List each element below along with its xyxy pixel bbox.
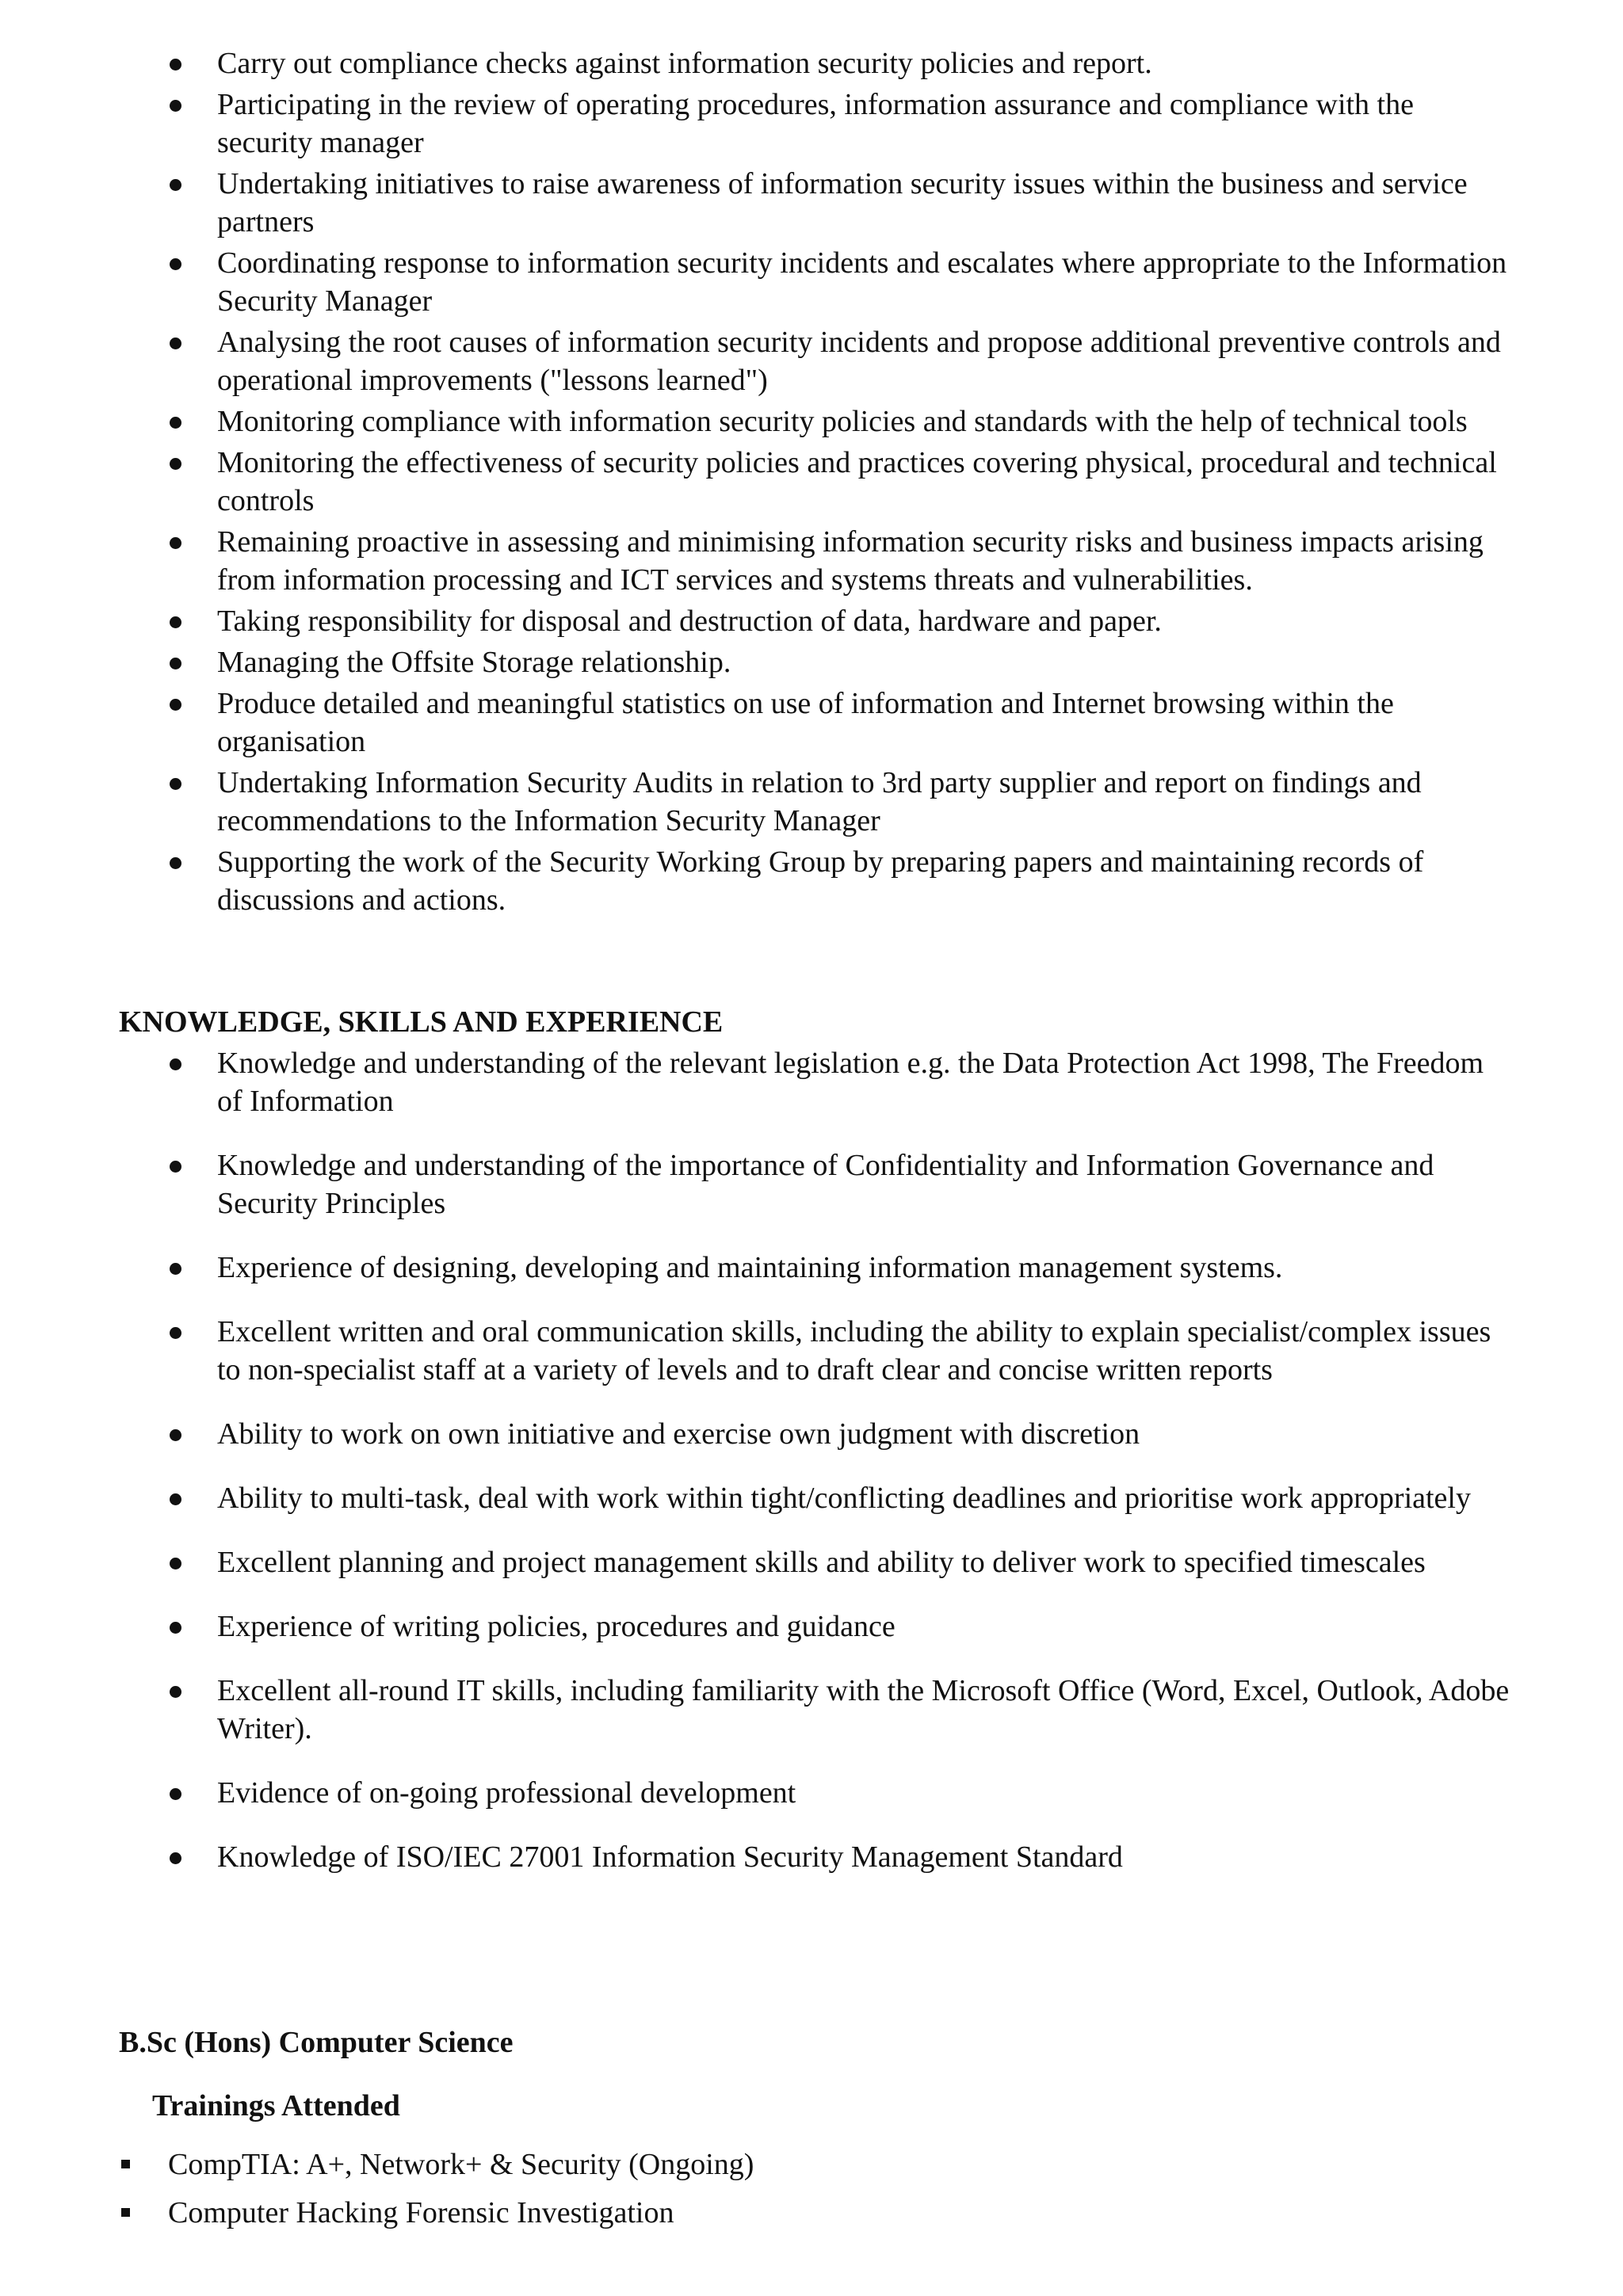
- knowledge-skills-list: [0, 1044, 1623, 1902]
- bullet-icon: [170, 778, 181, 790]
- bullet-icon: [170, 417, 181, 429]
- list-item-text: Experience of writing policies, procedures and guidance: [217, 1610, 896, 1643]
- trainings-list: [0, 2145, 1623, 2242]
- list-item-text: Excellent written and oral communication skills, including the ability to explain specialist/complex issues to non-specialist staff at a variety of levels and to draft clear and concise written reports: [217, 1315, 1491, 1386]
- list-item: [0, 764, 1623, 840]
- list-item-text: Ability to multi-task, deal with work within tight/conflicting deadlines and prioritise work appropriately: [217, 1482, 1471, 1515]
- list-item-text: Undertaking Information Security Audits in relation to 3rd party supplier and report on findings and recommendations to the Information Security Manager: [217, 766, 1422, 837]
- bullet-icon: [170, 458, 181, 470]
- list-item: [0, 165, 1623, 241]
- list-item: [0, 444, 1623, 520]
- list-item-text: Computer Hacking Forensic Investigation: [168, 2196, 674, 2229]
- list-item: [0, 2145, 1623, 2183]
- bullet-icon: [170, 100, 181, 112]
- bullet-icon: [170, 1493, 181, 1505]
- list-item-text: Knowledge and understanding of the relevant legislation e.g. the Data Protection Act 1998, The Freedom of Information: [217, 1047, 1484, 1118]
- square-bullet-icon: [121, 2160, 130, 2168]
- list-item: [0, 86, 1623, 162]
- list-item-text: Managing the Offsite Storage relationship.: [217, 646, 731, 679]
- duties-list: [0, 44, 1623, 922]
- bullet-icon: [170, 1161, 181, 1173]
- list-item-text: Taking responsibility for disposal and destruction of data, hardware and paper.: [217, 605, 1162, 638]
- list-item-text: Participating in the review of operating procedures, information assurance and compliance with the security manager: [217, 88, 1414, 159]
- list-item: [0, 685, 1623, 761]
- list-item-text: Excellent planning and project management skills and ability to deliver work to specified timescales: [217, 1546, 1426, 1579]
- bullet-icon: [170, 1686, 181, 1698]
- list-item: [0, 1044, 1623, 1120]
- list-item: [0, 602, 1623, 640]
- list-item: [0, 1838, 1623, 1876]
- list-item-text: Experience of designing, developing and maintaining information management systems.: [217, 1251, 1283, 1284]
- list-item-text: Analysing the root causes of information security incidents and propose additional preventive controls and operational improvements ("lessons learned"): [217, 326, 1501, 397]
- list-item: [0, 44, 1623, 82]
- list-item-text: Produce detailed and meaningful statistics on use of information and Internet browsing within the organisation: [217, 687, 1394, 758]
- list-item: [0, 244, 1623, 320]
- list-item-text: Coordinating response to information security incidents and escalates where appropriate to the Information Security Manager: [217, 246, 1507, 318]
- bullet-icon: [170, 616, 181, 628]
- list-item: [0, 1313, 1623, 1389]
- list-item: [0, 1479, 1623, 1517]
- list-item: [0, 323, 1623, 399]
- list-item-text: Excellent all-round IT skills, including familiarity with the Microsoft Office (Word, Excel, Outlook, Adobe Writer).: [217, 1674, 1510, 1745]
- list-item-text: Remaining proactive in assessing and minimising information security risks and business impacts arising from information processing and ICT services and systems threats and vulnerabilities.: [217, 525, 1484, 597]
- knowledge-skills-heading: KNOWLEDGE, SKILLS AND EXPERIENCE: [119, 1005, 724, 1039]
- list-item: [0, 1415, 1623, 1453]
- list-item: [0, 1672, 1623, 1748]
- list-item-text: Knowledge and understanding of the importance of Confidentiality and Information Governance and Security Principles: [217, 1149, 1434, 1220]
- bullet-icon: [170, 179, 181, 191]
- bullet-icon: [170, 258, 181, 270]
- bullet-icon: [170, 857, 181, 869]
- degree-heading: B.Sc (Hons) Computer Science: [119, 2026, 514, 2059]
- bullet-icon: [170, 1327, 181, 1339]
- list-item-text: Carry out compliance checks against information security policies and report.: [217, 47, 1152, 80]
- list-item-text: Knowledge of ISO/IEC 27001 Information Security Management Standard: [217, 1840, 1123, 1874]
- list-item-text: Monitoring the effectiveness of security policies and practices covering physical, procedural and technical controls: [217, 446, 1497, 517]
- list-item-text: Ability to work on own initiative and exercise own judgment with discretion: [217, 1417, 1140, 1451]
- list-item: [0, 1249, 1623, 1287]
- bullet-icon: [170, 1558, 181, 1569]
- bullet-icon: [170, 1058, 181, 1070]
- list-item: [0, 1543, 1623, 1581]
- bullet-icon: [170, 59, 181, 71]
- list-item-text: CompTIA: A+, Network+ & Security (Ongoing): [168, 2148, 754, 2181]
- list-item: [0, 843, 1623, 919]
- bullet-icon: [170, 1263, 181, 1275]
- list-item-text: Evidence of on-going professional development: [217, 1776, 796, 1810]
- list-item: [0, 2194, 1623, 2232]
- trainings-heading: Trainings Attended: [152, 2089, 400, 2122]
- bullet-icon: [170, 1788, 181, 1800]
- square-bullet-icon: [121, 2208, 130, 2217]
- list-item-text: Monitoring compliance with information security policies and standards with the help of technical tools: [217, 405, 1468, 438]
- bullet-icon: [170, 1429, 181, 1441]
- bullet-icon: [170, 537, 181, 549]
- bullet-icon: [170, 699, 181, 711]
- list-item: [0, 1774, 1623, 1812]
- bullet-icon: [170, 1852, 181, 1864]
- bullet-icon: [170, 658, 181, 669]
- bullet-icon: [170, 338, 181, 349]
- list-item-text: Supporting the work of the Security Working Group by preparing papers and maintaining records of discussions and actions.: [217, 845, 1424, 917]
- list-item: [0, 1146, 1623, 1222]
- list-item: [0, 523, 1623, 599]
- list-item: [0, 402, 1623, 441]
- list-item-text: Undertaking initiatives to raise awareness of information security issues within the business and service partners: [217, 167, 1468, 238]
- list-item: [0, 1608, 1623, 1646]
- bullet-icon: [170, 1622, 181, 1634]
- list-item: [0, 643, 1623, 681]
